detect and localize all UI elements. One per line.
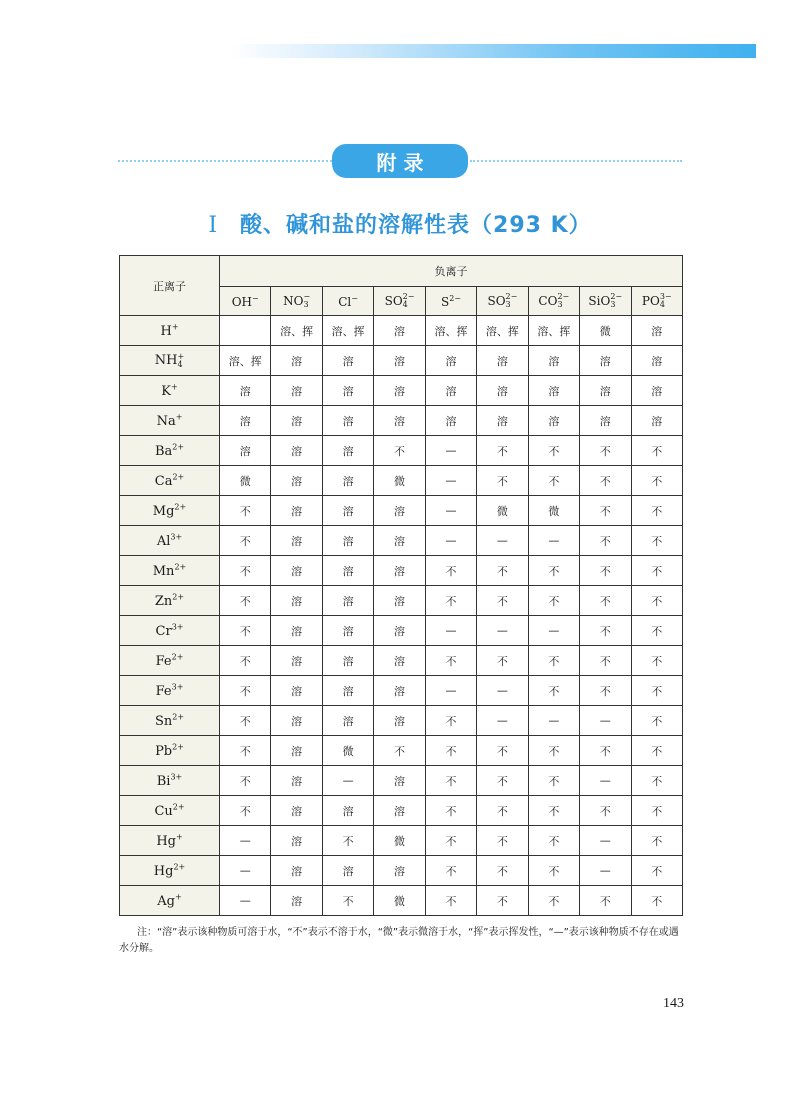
solubility-cell: 微	[322, 736, 373, 766]
table-row	[120, 496, 683, 526]
solubility-cell: —	[477, 676, 528, 706]
solubility-cell: —	[425, 616, 476, 646]
solubility-cell: 不	[425, 736, 476, 766]
solubility-cell: 不	[528, 676, 579, 706]
cation-cell	[120, 736, 220, 766]
table-row	[120, 346, 683, 376]
solubility-cell: 不	[528, 856, 579, 886]
solubility-cell: 溶	[322, 346, 373, 376]
solubility-cell: 不	[477, 886, 528, 916]
cation-label: $Al^{3+}$	[156, 532, 183, 549]
solubility-cell: 微	[580, 316, 631, 346]
anion-header-cell	[271, 287, 322, 316]
solubility-cell: 溶	[374, 796, 425, 826]
cation-label: $Bi^{3+}$	[156, 772, 183, 789]
solubility-cell: 溶	[528, 346, 579, 376]
solubility-cell: 溶	[580, 346, 631, 376]
anion-label: PO 3− 4	[641, 292, 672, 309]
cation-label: $Mn^{2+}$	[152, 562, 187, 579]
table-row	[120, 526, 683, 556]
dotted-divider-right	[470, 160, 682, 162]
solubility-cell: 微	[374, 826, 425, 856]
solubility-cell: 溶	[322, 616, 373, 646]
solubility-cell: 不	[220, 676, 271, 706]
solubility-cell: 溶	[322, 856, 373, 886]
cation-label: $Fe^{2+}$	[155, 652, 184, 669]
page-title	[0, 208, 800, 239]
solubility-cell: 不	[580, 646, 631, 676]
solubility-cell: 溶	[322, 676, 373, 706]
solubility-cell: 微	[477, 496, 528, 526]
solubility-cell: 不	[528, 646, 579, 676]
cation-label: Ag+	[157, 892, 182, 909]
solubility-cell: 溶	[374, 406, 425, 436]
solubility-cell: 不	[528, 886, 579, 916]
solubility-cell: 不	[631, 646, 683, 676]
solubility-cell: 不	[477, 856, 528, 886]
solubility-cell: 溶	[271, 856, 322, 886]
solubility-cell: —	[528, 706, 579, 736]
cation-label: Hg+	[156, 832, 183, 849]
table-row	[120, 586, 683, 616]
solubility-cell: 溶	[374, 586, 425, 616]
solubility-cell: 不	[528, 766, 579, 796]
solubility-cell: 溶	[322, 706, 373, 736]
solubility-cell: 不	[580, 586, 631, 616]
solubility-cell: 不	[374, 436, 425, 466]
solubility-cell: 溶、挥	[477, 316, 528, 346]
appendix-label: 附 录	[376, 150, 424, 175]
cation-cell	[120, 406, 220, 436]
solubility-cell: 溶	[477, 376, 528, 406]
solubility-cell: 不	[631, 886, 683, 916]
solubility-cell: 溶	[374, 766, 425, 796]
anion-label: SiO 2− 3	[588, 292, 623, 309]
solubility-cell: 不	[220, 736, 271, 766]
table-row	[120, 796, 683, 826]
solubility-cell: 不	[631, 556, 683, 586]
solubility-cell: 溶	[322, 586, 373, 616]
solubility-cell: 不	[631, 676, 683, 706]
cation-cell	[120, 826, 220, 856]
table-row	[120, 436, 683, 466]
solubility-cell: 溶	[322, 376, 373, 406]
solubility-cell: 不	[425, 856, 476, 886]
cation-label: $Cr^{3+}$	[155, 622, 184, 639]
solubility-cell: 溶	[322, 496, 373, 526]
cation-cell	[120, 646, 220, 676]
table-row	[120, 316, 683, 346]
solubility-cell: 溶	[271, 496, 322, 526]
solubility-cell: 不	[528, 826, 579, 856]
cation-cell	[120, 706, 220, 736]
table-row	[120, 856, 683, 886]
solubility-cell: 不	[374, 736, 425, 766]
solubility-cell: 溶、挥	[271, 316, 322, 346]
solubility-cell: 溶	[631, 376, 683, 406]
solubility-cell: 溶	[271, 526, 322, 556]
solubility-cell: 不	[631, 796, 683, 826]
solubility-cell: 不	[477, 766, 528, 796]
anion-label: Cl−	[338, 293, 358, 309]
cation-label: $Zn^{2+}$	[154, 592, 185, 609]
solubility-cell: 不	[631, 856, 683, 886]
page-number: 143	[663, 996, 684, 1011]
cation-label: $Sn^{2+}$	[154, 712, 185, 729]
solubility-cell: 不	[477, 736, 528, 766]
anion-label: $S^{2-}$	[440, 293, 461, 309]
solubility-cell: 溶	[322, 556, 373, 586]
cation-label: $Ca^{2+}$	[154, 472, 185, 489]
anion-header-cell	[425, 287, 476, 316]
solubility-cell: 溶	[374, 556, 425, 586]
solubility-cell: —	[580, 856, 631, 886]
solubility-cell: 溶	[220, 436, 271, 466]
solubility-cell: 微	[528, 496, 579, 526]
anion-header-cell	[322, 287, 373, 316]
anion-label: NO − 3	[283, 292, 311, 309]
solubility-cell: 不	[631, 586, 683, 616]
solubility-cell: 溶	[374, 646, 425, 676]
solubility-cell: 溶	[425, 406, 476, 436]
cation-label: $Cu^{2+}$	[154, 802, 185, 819]
cation-cell	[120, 376, 220, 406]
solubility-cell: —	[477, 706, 528, 736]
table-row	[120, 466, 683, 496]
solubility-cell: 溶	[271, 886, 322, 916]
solubility-cell: 溶	[374, 526, 425, 556]
solubility-cell: 溶	[271, 556, 322, 586]
solubility-cell: 溶	[631, 346, 683, 376]
cation-label: H+	[160, 322, 179, 339]
cation-label: Na+	[156, 412, 183, 429]
solubility-cell: 溶	[271, 676, 322, 706]
solubility-cell	[220, 316, 271, 346]
solubility-cell: 溶	[425, 346, 476, 376]
solubility-cell: 溶	[322, 466, 373, 496]
table-row	[120, 706, 683, 736]
solubility-cell: 溶	[271, 736, 322, 766]
cation-label: $Ba^{2+}$	[154, 442, 185, 459]
solubility-cell: 不	[528, 466, 579, 496]
solubility-cell: 不	[425, 586, 476, 616]
title-text: 酸、碱和盐的溶解性表（293 K）	[240, 213, 592, 238]
solubility-cell: 不	[220, 556, 271, 586]
solubility-cell: 溶	[374, 706, 425, 736]
anion-header-cell	[220, 287, 271, 316]
solubility-cell: 溶	[374, 616, 425, 646]
table-row	[120, 736, 683, 766]
solubility-cell: 溶	[271, 796, 322, 826]
solubility-cell: 不	[322, 826, 373, 856]
cation-cell	[120, 676, 220, 706]
solubility-cell: 不	[220, 706, 271, 736]
solubility-cell: 不	[528, 436, 579, 466]
solubility-cell: —	[322, 766, 373, 796]
anion-header-cell	[631, 287, 683, 316]
cation-cell	[120, 616, 220, 646]
header-gradient-bar	[230, 44, 756, 58]
table-row	[120, 406, 683, 436]
solubility-cell: —	[425, 676, 476, 706]
solubility-cell: —	[220, 826, 271, 856]
solubility-cell: 不	[477, 466, 528, 496]
table-footnote: 注：“溶”表示该种物质可溶于水，“不”表示不溶于水，“微”表示微溶于水，“挥”表示挥发性，“—”表示该种物质不存在或遇水分解。	[119, 927, 679, 954]
solubility-cell: 不	[528, 586, 579, 616]
solubility-cell: 不	[631, 706, 683, 736]
solubility-cell: 溶、挥	[528, 316, 579, 346]
solubility-cell: —	[528, 526, 579, 556]
solubility-cell: 溶	[271, 826, 322, 856]
table-row	[120, 826, 683, 856]
solubility-cell: 不	[425, 886, 476, 916]
cation-label: K+	[161, 382, 178, 399]
table-row	[120, 886, 683, 916]
solubility-cell: 不	[220, 586, 271, 616]
solubility-cell: 不	[425, 646, 476, 676]
solubility-cell: 不	[477, 436, 528, 466]
solubility-cell: 溶	[322, 646, 373, 676]
solubility-cell: —	[425, 526, 476, 556]
solubility-cell: 不	[220, 496, 271, 526]
solubility-cell: 不	[631, 766, 683, 796]
solubility-cell: 不	[477, 556, 528, 586]
solubility-cell: 溶	[528, 376, 579, 406]
solubility-cell: 不	[425, 766, 476, 796]
solubility-cell: 溶	[322, 796, 373, 826]
solubility-cell: 不	[580, 616, 631, 646]
solubility-cell: 溶	[425, 376, 476, 406]
solubility-cell: 溶	[580, 376, 631, 406]
solubility-cell: 不	[580, 526, 631, 556]
solubility-cell: 不	[528, 796, 579, 826]
solubility-cell: —	[220, 886, 271, 916]
cation-label: $Hg^{2+}$	[153, 862, 186, 879]
solubility-cell: —	[425, 496, 476, 526]
anion-header-cell	[477, 287, 528, 316]
solubility-cell: 不	[220, 766, 271, 796]
solubility-cell: 溶	[322, 436, 373, 466]
cation-cell	[120, 526, 220, 556]
solubility-cell: 不	[477, 586, 528, 616]
solubility-cell: 微	[374, 886, 425, 916]
solubility-cell: 不	[477, 646, 528, 676]
table-row	[120, 556, 683, 586]
anion-group-header: 负离子	[220, 256, 683, 287]
cation-cell	[120, 316, 220, 346]
solubility-cell: 溶	[631, 316, 683, 346]
solubility-cell: 溶	[271, 706, 322, 736]
solubility-cell: —	[580, 706, 631, 736]
solubility-cell: 溶	[271, 586, 322, 616]
solubility-cell: 溶	[580, 406, 631, 436]
cation-cell	[120, 346, 220, 376]
solubility-cell: —	[580, 826, 631, 856]
solubility-cell: —	[425, 436, 476, 466]
cation-cell	[120, 766, 220, 796]
table-body	[120, 316, 683, 916]
solubility-cell: 不	[425, 826, 476, 856]
solubility-cell: 不	[580, 496, 631, 526]
cation-cell	[120, 436, 220, 466]
anion-header-cell	[374, 287, 425, 316]
solubility-cell: 不	[580, 466, 631, 496]
solubility-cell: 溶	[374, 376, 425, 406]
solubility-cell: —	[580, 766, 631, 796]
solubility-cell: 溶	[271, 766, 322, 796]
solubility-cell: 溶	[322, 406, 373, 436]
solubility-cell: 不	[477, 796, 528, 826]
cation-cell	[120, 796, 220, 826]
solubility-cell: 不	[220, 616, 271, 646]
solubility-cell: 溶	[271, 406, 322, 436]
solubility-cell: 溶	[374, 346, 425, 376]
table-header-row	[120, 256, 683, 287]
dotted-divider-left	[118, 160, 332, 162]
solubility-cell: 不	[580, 556, 631, 586]
solubility-cell: 不	[631, 466, 683, 496]
cation-cell	[120, 466, 220, 496]
solubility-cell: 溶	[271, 436, 322, 466]
table-row	[120, 616, 683, 646]
anion-header-cell	[580, 287, 631, 316]
solubility-table	[119, 255, 683, 916]
solubility-cell: 溶	[220, 376, 271, 406]
solubility-cell: 不	[580, 676, 631, 706]
solubility-cell: 溶	[271, 646, 322, 676]
solubility-cell: —	[220, 856, 271, 886]
anion-header-cell	[528, 287, 579, 316]
anion-label: OH−	[231, 293, 259, 309]
cation-cell	[120, 496, 220, 526]
cation-label: $Mg^{2+}$	[152, 502, 187, 519]
solubility-cell: 溶	[374, 676, 425, 706]
solubility-cell: 不	[580, 736, 631, 766]
solubility-cell: 溶、挥	[425, 316, 476, 346]
solubility-cell: 不	[631, 436, 683, 466]
solubility-cell: 不	[477, 826, 528, 856]
solubility-cell: 溶、挥	[220, 346, 271, 376]
cation-label: $Fe^{3+}$	[155, 682, 184, 699]
solubility-cell: 不	[580, 796, 631, 826]
table-row	[120, 676, 683, 706]
table-row	[120, 376, 683, 406]
solubility-cell: 不	[631, 526, 683, 556]
solubility-cell: 不	[580, 436, 631, 466]
solubility-cell: 不	[631, 496, 683, 526]
solubility-cell: 不	[580, 886, 631, 916]
anion-label: SO 2− 3	[487, 292, 518, 309]
solubility-cell: —	[477, 616, 528, 646]
cation-cell	[120, 886, 220, 916]
cation-column-header: 正离子	[120, 256, 220, 316]
solubility-cell: 不	[631, 826, 683, 856]
solubility-cell: 溶	[271, 616, 322, 646]
solubility-cell: 溶	[528, 406, 579, 436]
solubility-cell: 不	[220, 796, 271, 826]
cation-cell	[120, 856, 220, 886]
solubility-cell: —	[528, 616, 579, 646]
table-row	[120, 766, 683, 796]
cation-label: NH + 4	[154, 351, 185, 369]
solubility-cell: 溶	[374, 316, 425, 346]
anion-label: CO 2− 3	[538, 292, 570, 309]
solubility-cell: 不	[220, 526, 271, 556]
solubility-cell: —	[477, 526, 528, 556]
solubility-cell: 溶	[271, 466, 322, 496]
table-row	[120, 646, 683, 676]
anion-label: SO 2− 4	[384, 292, 415, 309]
title-roman-numeral: I	[208, 213, 219, 238]
solubility-cell: 溶	[477, 406, 528, 436]
solubility-cell: 微	[374, 466, 425, 496]
solubility-cell: 不	[220, 646, 271, 676]
cation-label: $Pb^{2+}$	[155, 742, 184, 759]
solubility-cell: 不	[425, 796, 476, 826]
solubility-cell: 不	[528, 736, 579, 766]
solubility-cell: 不	[631, 616, 683, 646]
solubility-cell: —	[425, 466, 476, 496]
solubility-cell: 不	[425, 556, 476, 586]
solubility-cell: 溶	[374, 496, 425, 526]
cation-cell	[120, 556, 220, 586]
solubility-cell: 溶、挥	[322, 316, 373, 346]
solubility-cell: 不	[528, 556, 579, 586]
solubility-cell: 溶	[220, 406, 271, 436]
solubility-cell: 溶	[631, 406, 683, 436]
solubility-cell: 溶	[271, 376, 322, 406]
solubility-cell: 不	[425, 706, 476, 736]
cation-cell	[120, 586, 220, 616]
solubility-cell: 微	[220, 466, 271, 496]
solubility-cell: 溶	[374, 856, 425, 886]
appendix-badge	[332, 144, 468, 178]
solubility-cell: 不	[322, 886, 373, 916]
solubility-cell: 溶	[271, 346, 322, 376]
solubility-cell: 不	[631, 736, 683, 766]
solubility-cell: 溶	[477, 346, 528, 376]
solubility-cell: 溶	[322, 526, 373, 556]
